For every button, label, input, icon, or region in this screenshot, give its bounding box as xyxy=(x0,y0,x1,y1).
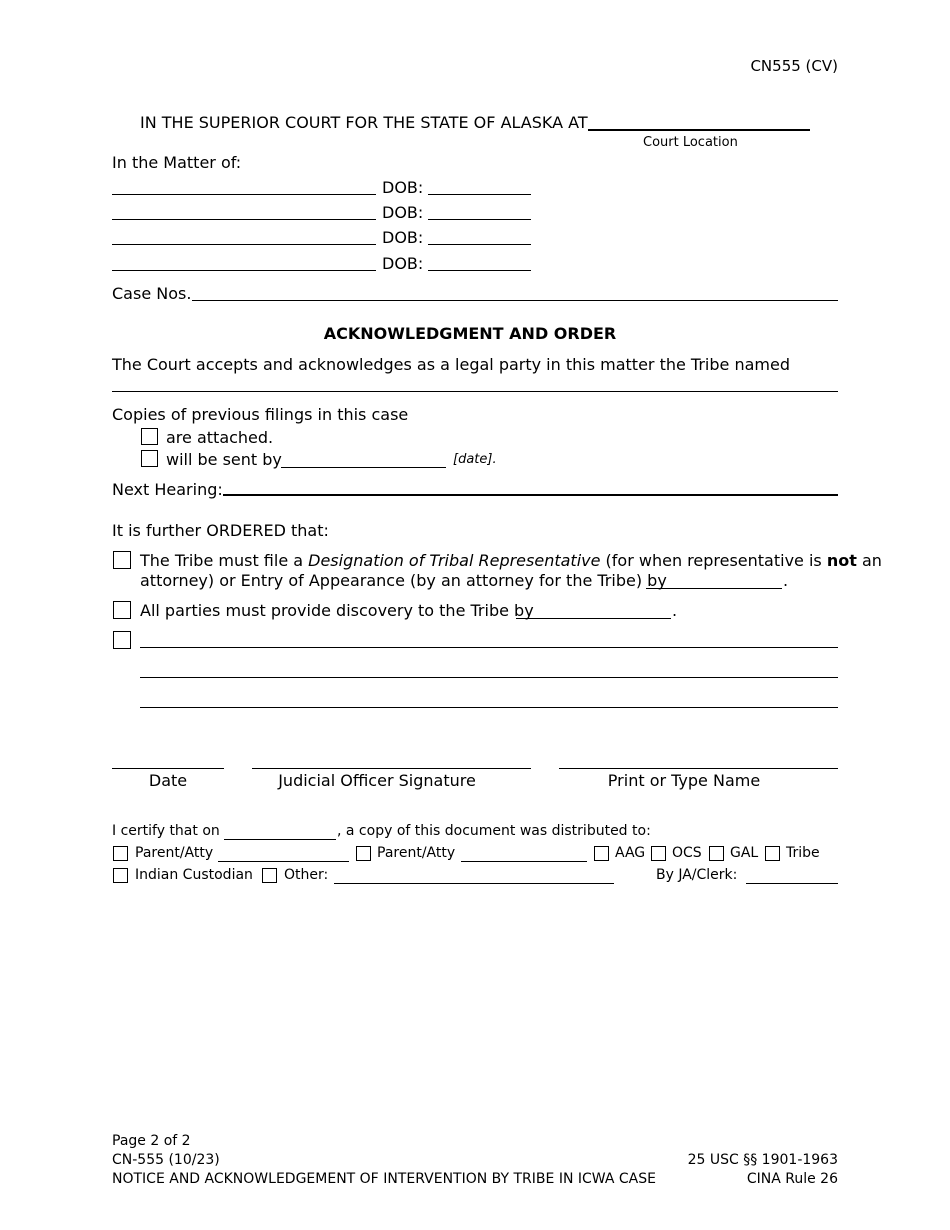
matter-label: In the Matter of: xyxy=(112,153,242,172)
indian-custodian-label: Indian Custodian xyxy=(135,867,253,883)
other-checkbox[interactable] xyxy=(262,868,277,883)
gal-label: GAL xyxy=(730,845,759,861)
discovery-checkbox[interactable] xyxy=(113,601,131,619)
form-code: CN555 (CV) xyxy=(750,57,838,75)
case-nos-label: Case Nos. xyxy=(112,284,192,303)
will-be-sent-label: will be sent by xyxy=(166,450,282,469)
item1-line1 xyxy=(140,551,882,570)
tribe-checkbox[interactable] xyxy=(765,846,780,861)
name-field-4[interactable] xyxy=(112,270,376,271)
name-field-3[interactable] xyxy=(112,244,376,245)
case-nos-field[interactable] xyxy=(192,300,838,301)
other-order-checkbox[interactable] xyxy=(113,631,131,649)
by-clerk-field[interactable] xyxy=(746,883,838,884)
dob-label: DOB: xyxy=(382,178,424,197)
aag-label: AAG xyxy=(615,845,646,861)
other-order-line-2[interactable] xyxy=(140,677,838,678)
form-title: NOTICE AND ACKNOWLEDGEMENT OF INTERVENTION BY TRIBE IN ICWA CASE xyxy=(112,1171,656,1187)
tribe-file-checkbox[interactable] xyxy=(113,551,131,569)
item1-text-c: an xyxy=(856,551,882,570)
parent-atty-checkbox-2[interactable] xyxy=(356,846,371,861)
court-location-field[interactable] xyxy=(588,129,810,131)
dob-field-2[interactable] xyxy=(428,219,531,220)
other-field[interactable] xyxy=(334,883,614,884)
indian-custodian-checkbox[interactable] xyxy=(113,868,128,883)
item1-text-a: The Tribe must file a xyxy=(140,551,309,570)
discovery-date-field[interactable] xyxy=(516,618,671,619)
dob-field-4[interactable] xyxy=(428,270,531,271)
other-order-line-1[interactable] xyxy=(140,647,838,648)
name-field-2[interactable] xyxy=(112,219,376,220)
item1-text-b: (for when representative is xyxy=(600,551,827,570)
date-signature-line[interactable] xyxy=(112,768,224,769)
will-be-sent-date-field[interactable] xyxy=(281,467,446,468)
parent-atty-checkbox-1[interactable] xyxy=(113,846,128,861)
judicial-signature-line[interactable] xyxy=(252,768,531,769)
certify-text-after: , a copy of this document was distributed to: xyxy=(337,823,651,839)
accept-text: The Court accepts and acknowledges as a legal party in this matter the Tribe named xyxy=(112,355,790,374)
item1-line2: attorney) or Entry of Appearance (by an attorney for the Tribe) by xyxy=(140,571,667,590)
aag-checkbox[interactable] xyxy=(594,846,609,861)
ocs-checkbox[interactable] xyxy=(651,846,666,861)
period: . xyxy=(783,571,789,590)
parent-atty-field-2[interactable] xyxy=(461,861,587,862)
tribe-file-date-field[interactable] xyxy=(646,588,782,589)
tribe-label: Tribe xyxy=(786,845,820,861)
statute-reference: 25 USC §§ 1901-1963 xyxy=(687,1152,838,1168)
further-ordered: It is further ORDERED that: xyxy=(112,521,329,540)
court-location-label: Court Location xyxy=(643,135,738,150)
parent-atty-field-1[interactable] xyxy=(218,861,349,862)
order-title: ACKNOWLEDGMENT AND ORDER xyxy=(323,324,617,343)
other-order-line-3[interactable] xyxy=(140,707,838,708)
attached-label: are attached. xyxy=(166,428,274,447)
rule-reference: CINA Rule 26 xyxy=(746,1171,838,1187)
page-number: Page 2 of 2 xyxy=(112,1133,191,1149)
item1-italic: Designation of Tribal Representative xyxy=(308,551,601,570)
item1-bold: not xyxy=(826,551,857,570)
dob-label: DOB: xyxy=(382,254,424,273)
other-label: Other: xyxy=(284,867,329,883)
certify-text-before: I certify that on xyxy=(112,823,220,839)
judicial-label: Judicial Officer Signature xyxy=(278,771,476,790)
next-hearing-label: Next Hearing: xyxy=(112,480,223,499)
dob-field-3[interactable] xyxy=(428,244,531,245)
gal-checkbox[interactable] xyxy=(709,846,724,861)
dob-label: DOB: xyxy=(382,228,424,247)
certify-date-field[interactable] xyxy=(224,839,336,840)
form-number: CN-555 (10/23) xyxy=(112,1152,220,1168)
print-name-label: Print or Type Name xyxy=(607,771,761,790)
parent-atty-label-2: Parent/Atty xyxy=(377,845,456,861)
period: . xyxy=(672,601,678,620)
date-hint: [date]. xyxy=(453,452,497,467)
will-be-sent-checkbox[interactable] xyxy=(141,450,158,467)
name-field-1[interactable] xyxy=(112,194,376,195)
next-hearing-field[interactable] xyxy=(223,494,838,496)
attached-checkbox[interactable] xyxy=(141,428,158,445)
parent-atty-label-1: Parent/Atty xyxy=(135,845,214,861)
print-name-line[interactable] xyxy=(559,768,838,769)
copies-label: Copies of previous filings in this case xyxy=(112,405,409,424)
tribe-name-field[interactable] xyxy=(112,391,838,392)
item2-text: All parties must provide discovery to the Tribe by xyxy=(140,601,534,620)
court-heading: IN THE SUPERIOR COURT FOR THE STATE OF ALASKA AT xyxy=(140,113,588,132)
ocs-label: OCS xyxy=(672,845,702,861)
dob-field-1[interactable] xyxy=(428,194,531,195)
date-label: Date xyxy=(148,771,188,790)
dob-label: DOB: xyxy=(382,203,424,222)
by-clerk-label: By JA/Clerk: xyxy=(656,867,738,883)
